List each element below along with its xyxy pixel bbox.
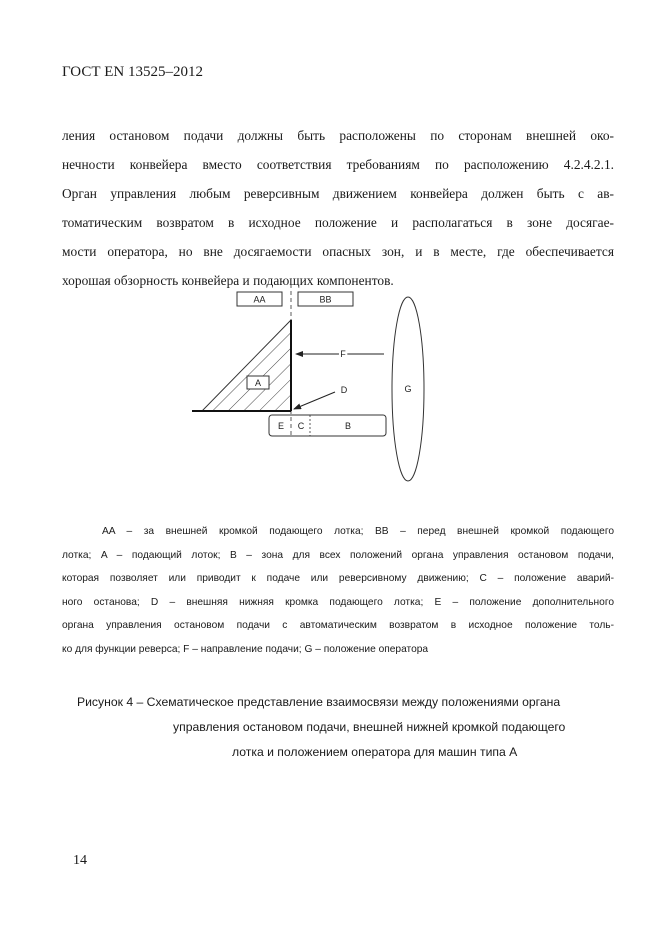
body-line: томатическим возвратом в исходное положение и располагаться в зоне досягае-: [62, 215, 614, 230]
body-line: нечности конвейера вместо соответствия требованиям по расположению 4.2.4.2.1.: [62, 157, 614, 172]
body-line: ления остановом подачи должны быть расположены по сторонам внешней око-: [62, 128, 614, 143]
d-label: D: [340, 385, 348, 395]
figure-4-diagram: [170, 282, 440, 487]
f-label: F: [340, 349, 346, 359]
caption-line: Рисунок 4 – Схематическое представление взаимосвязи между положениями органа: [77, 695, 561, 709]
legend-line: ного останова; D – внешняя нижняя кромка подающего лотка; E – положение дополнительного: [62, 596, 614, 608]
body-paragraph: [62, 121, 614, 295]
aa-label: AA: [253, 294, 266, 305]
c-label: C: [297, 421, 305, 431]
document-header: ГОСТ EN 13525–2012: [62, 64, 203, 80]
bb-label: BB: [319, 294, 332, 305]
caption-line: лотка и положением оператора для машин типа А: [232, 745, 518, 759]
legend-line: лотка; A – подающий лоток; B – зона для всех положений органа управления остановом подачи,: [62, 549, 614, 561]
b-label: B: [344, 421, 352, 431]
feed-tray-hatched: [202, 320, 291, 411]
body-line: Орган управления любым реверсивным движением конвейера должен быть с ав-: [62, 186, 614, 201]
page-number: 14: [73, 853, 87, 868]
e-label: E: [277, 421, 285, 431]
figure-caption: [62, 690, 614, 765]
g-label: G: [404, 384, 412, 394]
outer-edge-arrow: [294, 392, 335, 409]
legend-line: AA – за внешней кромкой подающего лотка; BB – перед внешней кромкой подающего: [102, 526, 614, 537]
body-line: мости оператора, но вне досягаемости опасных зон, и в месте, где обеспечивается: [62, 244, 614, 259]
legend-line: органа управления остановом подачи с автоматическим возвратом в исходное положение толь-: [62, 620, 614, 631]
a-label: A: [254, 378, 262, 388]
caption-line: управления остановом подачи, внешней нижней кромкой подающего: [173, 720, 566, 734]
legend-line: ко для функции реверса; F – направление подачи; G – положение оператора: [62, 643, 429, 655]
control-zone-box: [269, 415, 386, 436]
body-line: хорошая обзорность конвейера и подающих компонентов.: [62, 273, 394, 288]
legend-line: которая позволяет или приводит к подаче или реверсивному движению; C – положение аварий-: [62, 573, 614, 584]
figure-legend: [62, 520, 614, 661]
